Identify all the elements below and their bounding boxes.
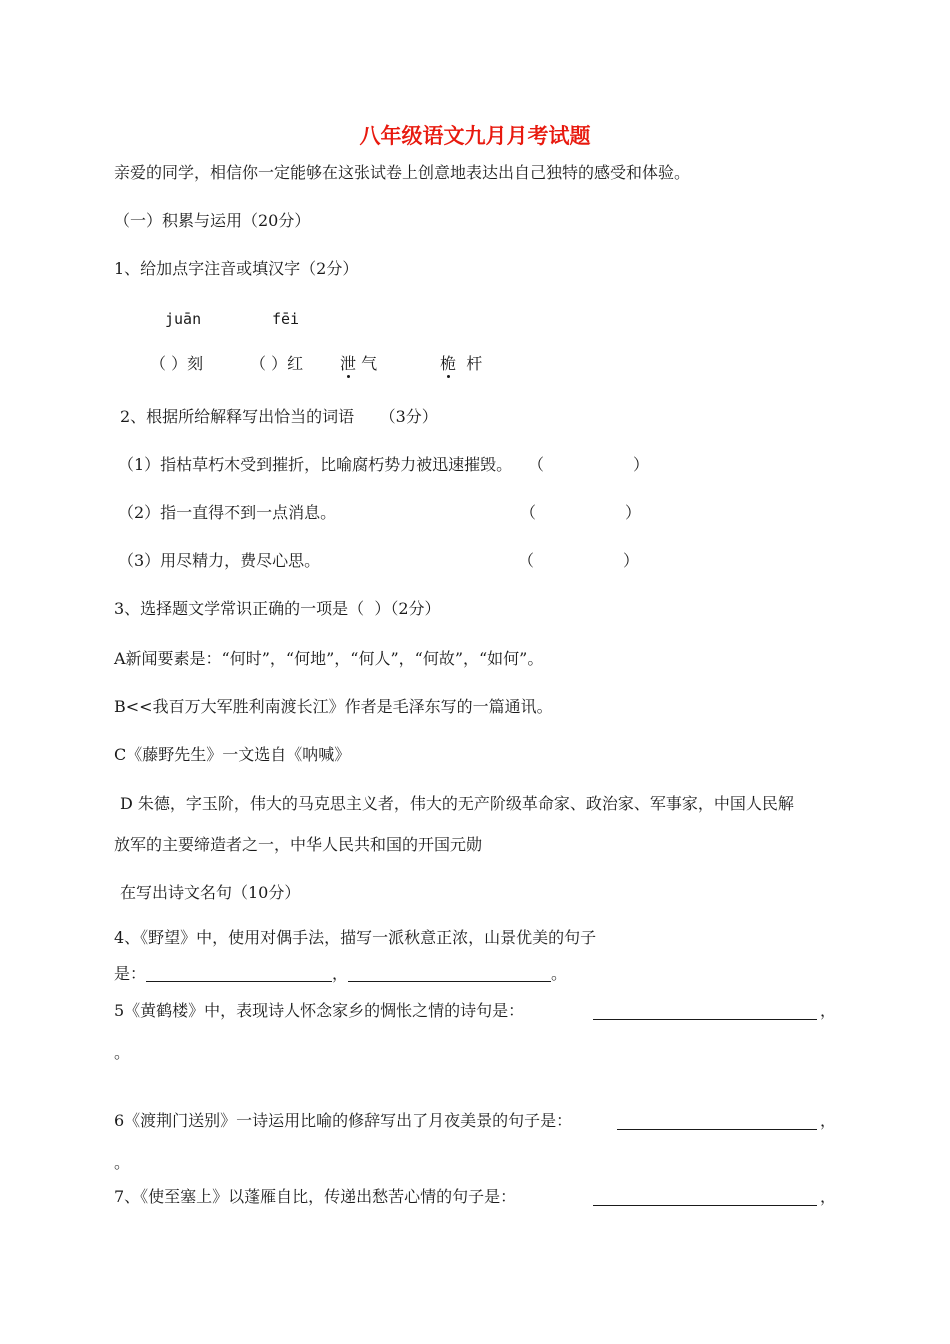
q2-item-1: （1）指枯草朽木受到摧折，比喻腐朽势力被迅速摧毁。 (118, 455, 513, 474)
q2-item-3: （3）用尽精力，费尽心思。 (118, 551, 321, 570)
q6-end: 。 (114, 1153, 131, 1172)
q2-item-2-close-paren: ） (625, 503, 642, 522)
q1-dotted-char-1: 泄 (340, 354, 357, 373)
q2-item-3-answer[interactable] (523, 547, 623, 571)
q3-option-c[interactable]: C《藤野先生》一文选自《呐喊》 (114, 745, 351, 764)
q1-pinyin-2: fēi (272, 310, 300, 328)
intro-text: 亲爱的同学，相信你一定能够在这张试卷上创意地表达出自己独特的感受和体验。 (114, 163, 691, 182)
q5-prompt: 5《黄鹤楼》中，表现诗人怀念家乡的惆怅之情的诗句是： (114, 1001, 525, 1020)
q3-option-d[interactable]: D 朱德，字玉阶，伟大的马克思主义者，伟大的无产阶级革命家、政治家、军事家，中国人民解 (120, 794, 794, 813)
q7-blank[interactable] (593, 1189, 817, 1206)
q4-blank-1[interactable] (146, 965, 332, 982)
q1-dotted-word-1 (340, 356, 377, 372)
q2-item-2-open-paren: （ (520, 503, 537, 522)
q6-blank[interactable] (617, 1113, 817, 1130)
q5-blank[interactable] (593, 1003, 817, 1020)
section-2-heading: 在写出诗文名句（10分） (120, 883, 301, 902)
q5-comma: ， (820, 1001, 837, 1020)
q1-dotted-rest-2: 杆 (456, 354, 483, 373)
q2-item-3-open-paren: （ (518, 551, 535, 570)
q1-dotted-rest-1: 气 (356, 354, 378, 373)
q2-item-2-answer[interactable] (525, 499, 625, 523)
q4-lead: 是： (114, 964, 147, 983)
q4-answer-line (114, 965, 567, 982)
q1-pinyin-1: juān (165, 310, 202, 328)
q2-item-1-open-paren: （ (528, 455, 545, 474)
q6-comma: ， (820, 1111, 837, 1130)
q3-prompt: 3、选择题文学常识正确的一项是（ ）（2分） (114, 599, 441, 618)
q7-prompt: 7、《使至塞上》以蓬雁自比，传递出愁苦心情的句子是： (114, 1187, 517, 1206)
q4-separator: ， (332, 964, 349, 983)
q5-end: 。 (114, 1043, 131, 1062)
q3-option-a[interactable]: A新闻要素是：“何时”，“何地”，“何人”，“何故”，“如何”。 (114, 649, 544, 668)
q1-dotted-word-2 (440, 356, 482, 372)
q2-item-3-close-paren: ） (623, 551, 640, 570)
q1-prompt: 1、给加点字注音或填汉字（2分） (114, 259, 359, 278)
q1-blank-1[interactable]: （ ）刻 (150, 354, 204, 373)
q7-comma: ， (820, 1187, 837, 1206)
q2-item-1-close-paren: ） (633, 455, 650, 474)
q3-option-d-continued: 放军的主要缔造者之一，中华人民共和国的开国元勋 (114, 835, 483, 854)
q2-item-1-answer[interactable] (533, 451, 633, 475)
q1-blank-2[interactable]: （ ）红 (250, 354, 304, 373)
q3-option-b[interactable]: B<<我百万大军胜利南渡长江》作者是毛泽东写的一篇通讯。 (114, 697, 553, 716)
page-title: 八年级语文九月月考试题 (359, 124, 591, 148)
q6-prompt: 6《渡荆门送别》一诗运用比喻的修辞写出了月夜美景的句子是： (114, 1111, 573, 1130)
q4-blank-2[interactable] (348, 965, 551, 982)
q1-dotted-char-2: 桅 (440, 354, 457, 373)
q4-end: 。 (551, 964, 568, 983)
q2-prompt: 2、根据所给解释写出恰当的词语 （3分） (120, 407, 438, 426)
q4-prompt: 4、《野望》中，使用对偶手法，描写一派秋意正浓，山景优美的句子 (114, 928, 597, 947)
q2-item-2: （2）指一直得不到一点消息。 (118, 503, 337, 522)
section-1-heading: （一）积累与运用（20分） (114, 211, 311, 230)
